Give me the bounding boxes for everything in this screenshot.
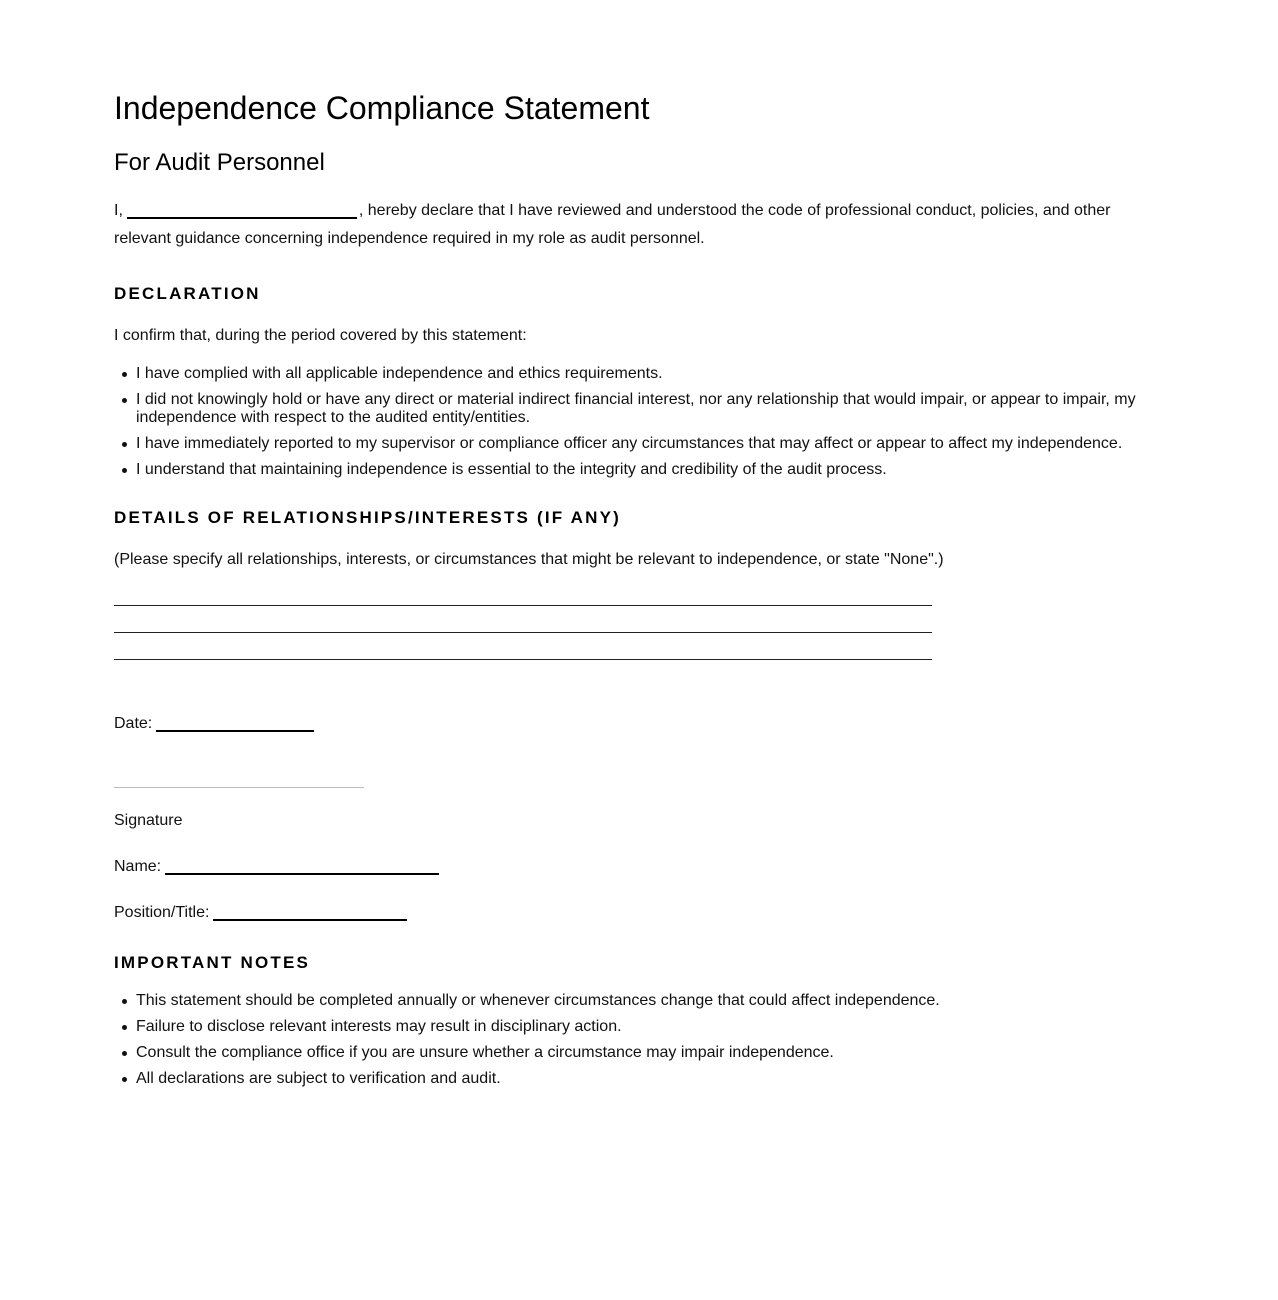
declaration-lead: I confirm that, during the period covered by this statement: [114, 327, 527, 344]
notes-list [114, 992, 1154, 1088]
note-item: This statement should be completed annually or whenever circumstances change that could affect independence. [136, 992, 1154, 1010]
intro-prefix: I, [114, 202, 123, 219]
signature-label: Signature [114, 812, 183, 829]
declaration-item: I did not knowingly hold or have any direct or material indirect financial interest, nor any relationship that would impair, or appear to impair, my independence with respect to the audited entity/entities. [136, 391, 1154, 427]
page-title: Independence Compliance Statement [114, 90, 650, 126]
details-fill-line[interactable] [114, 605, 932, 606]
notes-heading: IMPORTANT NOTES [114, 953, 311, 972]
note-item: Failure to disclose relevant interests may result in disciplinary action. [136, 1018, 1154, 1036]
name-blank[interactable] [165, 855, 439, 875]
declaration-list [114, 365, 1154, 479]
note-item: All declarations are subject to verification and audit. [136, 1070, 1154, 1088]
declaration-item: I have complied with all applicable independence and ethics requirements. [136, 365, 1154, 383]
page-subtitle: For Audit Personnel [114, 149, 325, 176]
date-label: Date: [114, 715, 153, 732]
date-field [114, 712, 1154, 735]
details-fill-line[interactable] [114, 632, 932, 633]
details-heading: DETAILS OF RELATIONSHIPS/INTERESTS (IF ANY) [114, 508, 622, 527]
details-fill-area[interactable] [114, 605, 1154, 660]
declaration-item: I understand that maintaining independence is essential to the integrity and credibility of the audit process. [136, 461, 1154, 479]
position-blank[interactable] [213, 901, 407, 921]
date-blank[interactable] [156, 712, 314, 732]
name-field [114, 855, 1154, 878]
intro-suffix: , hereby declare that I have reviewed and understood the code of professional conduct, policies, and other relevant guidance concerning independence required in my role as audit personnel. [114, 202, 1111, 247]
details-fill-line[interactable] [114, 659, 932, 660]
intro-paragraph [114, 197, 1154, 253]
declaration-item: I have immediately reported to my supervisor or compliance officer any circumstances that may affect or appear to affect my independence. [136, 435, 1154, 453]
declaration-heading: DECLARATION [114, 284, 261, 303]
note-item: Consult the compliance office if you are unsure whether a circumstance may impair independence. [136, 1044, 1154, 1062]
signature-line[interactable] [114, 787, 364, 788]
name-label: Name: [114, 858, 162, 875]
position-field [114, 901, 1154, 924]
intro-name-blank[interactable] [127, 199, 357, 219]
details-instruction: (Please specify all relationships, interests, or circumstances that might be relevant to independence, or state "None".) [114, 551, 944, 568]
position-label: Position/Title: [114, 904, 210, 921]
